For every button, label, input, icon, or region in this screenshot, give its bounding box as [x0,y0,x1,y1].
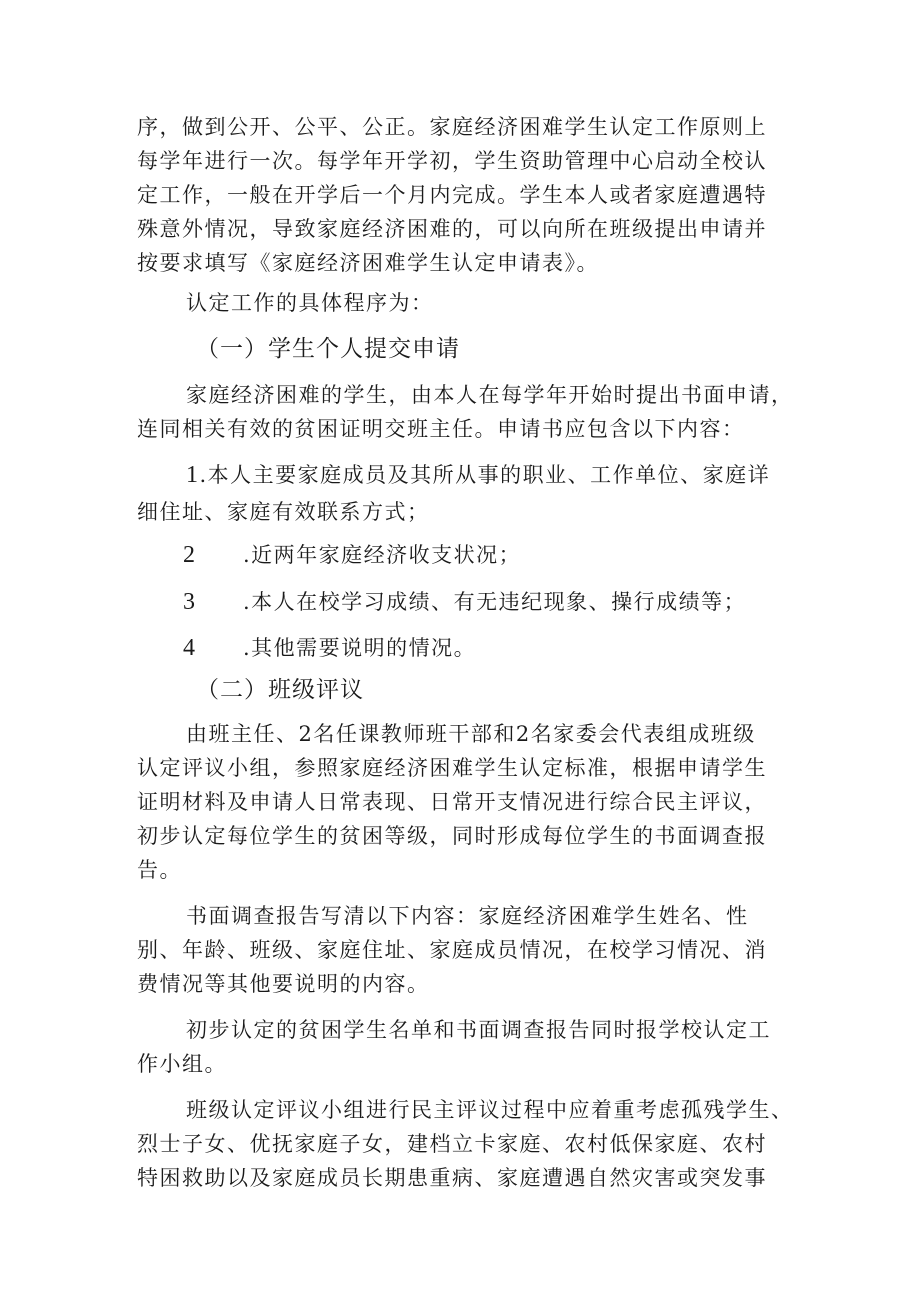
item-text: .其他需要说明的情况。 [243,636,477,660]
text-line: 细住址、家庭有效联系方式； [137,500,430,524]
text-line: 按要求填写《家庭经济困难学生认定申请表》。 [137,251,599,275]
text-line: 每学年进行一次。每学年开学初，学生资助管理中心启动全校认 [137,149,767,173]
text-line: 认定工作的具体程序为： [186,291,434,315]
list-item-3 [183,587,746,617]
text-line: 班级认定评议小组进行民主评议过程中应着重考虑孤残学生、 [186,1098,794,1122]
text-line: 初步认定每位学生的贫困等级，同时形成每位学生的书面调查报 [137,824,767,848]
text-line: 连同相关有效的贫困证明交班主任。申请书应包含以下内容： [137,417,745,441]
section-heading-2: （二）班级评议 [196,677,364,703]
text-line: 烈士子女、优抚家庭子女，建档立卡家庭、农村低保家庭、农村 [137,1132,767,1156]
item-text: .近两年家庭经济收支状况； [243,543,522,567]
item-text: .本人在校学习成绩、有无违纪现象、操行成绩等； [243,590,747,614]
text-line: 家庭经济困难的学生，由本人在每学年开始时提出书面申请， [186,383,794,407]
item-number: 4 [183,635,197,661]
text-line: 别、年龄、班级、家庭住址、家庭成员情况，在校学习情况、消 [137,938,767,962]
text-line: 作小组。 [137,1052,227,1076]
text-line: 证明材料及申请人日常表现、日常开支情况进行综合民主评议， [137,790,767,814]
text-line: 书面调查报告写清以下内容：家庭经济困难学生姓名、性 [186,904,749,928]
item-number: 3 [183,589,197,615]
text-line: 序，做到公开、公平、公正。家庭经济困难学生认定工作原则上 [137,115,767,139]
item-number: 2 [183,542,197,568]
text-line: 特困救助以及家庭成员长期患重病、家庭遭遇自然灾害或突发事 [137,1166,767,1190]
item-text: .本人主要家庭成员及其所从事的职业、工作单位、家庭详 [199,463,771,487]
text-line: 告。 [137,858,182,882]
list-item-1 [186,460,770,490]
text-line: 费情况等其他要说明的内容。 [137,972,430,996]
list-item-4 [183,633,476,663]
item-number: 1 [186,462,200,488]
text-line: 殊意外情况，导致家庭经济困难的，可以向所在班级提出申请并 [137,217,767,241]
text-line: 初步认定的贫困学生名单和书面调查报告同时报学校认定工 [186,1018,771,1042]
section-heading-1: （一）学生个人提交申请 [196,336,460,362]
text-line: 认定评议小组，参照家庭经济困难学生认定标准，根据申请学生 [137,756,767,780]
text-line: 由班主任、2名任课教师班干部和2名家委会代表组成班级 [186,722,756,746]
text-line: 定工作，一般在开学后一个月内完成。学生本人或者家庭遭遇特 [137,183,767,207]
list-item-2 [183,540,521,570]
